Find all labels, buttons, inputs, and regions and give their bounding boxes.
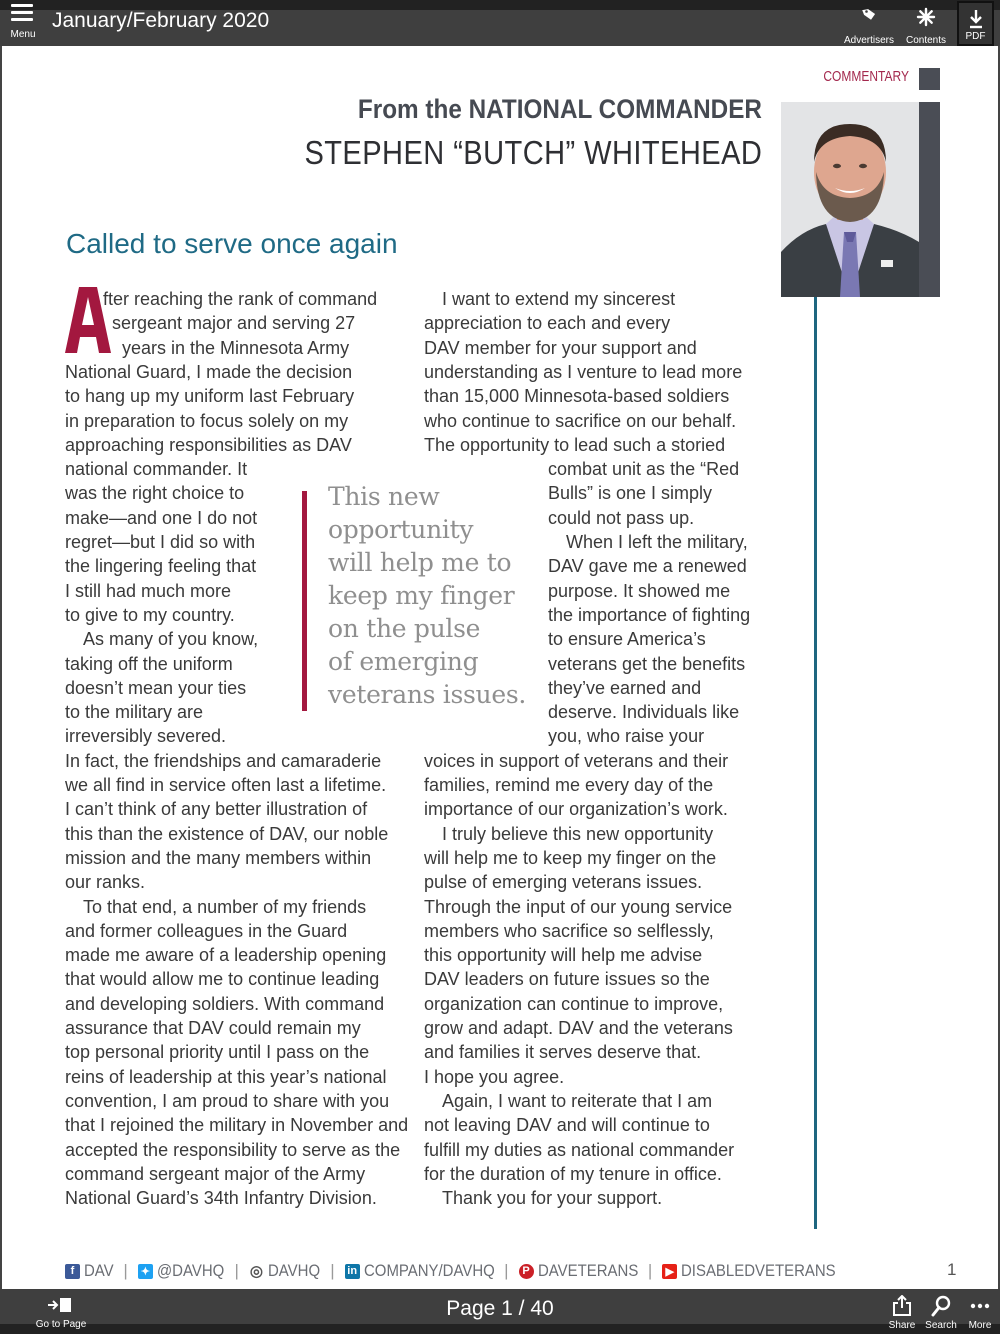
body-line: irreversibly severed. (65, 726, 227, 747)
instagram-icon: ◎ (249, 1263, 263, 1280)
body-line: DAV gave me a renewed (548, 556, 747, 577)
social-link[interactable] (138, 1261, 225, 1281)
body-line: When I left the military, (566, 532, 748, 552)
social-link[interactable] (519, 1261, 638, 1281)
body-line: organization can continue to improve, (424, 993, 724, 1014)
body-line: in preparation to focus solely on my (65, 410, 349, 431)
social-link[interactable] (345, 1261, 494, 1281)
hamburger-icon (11, 4, 33, 21)
body-line: make—and one I do not (65, 507, 258, 528)
body-line: The opportunity to lead such a storied (424, 434, 726, 455)
pull-quote-line: veterans issues. (328, 680, 527, 709)
body-line: the importance of fighting (548, 604, 751, 625)
body-line: made me aware of a leadership opening (65, 945, 387, 966)
social-label: DAV (84, 1261, 114, 1280)
body-line: and former colleagues in the Guard (65, 920, 348, 941)
body-line: to hang up my uniform last February (65, 386, 355, 407)
linkedin-icon: in (345, 1264, 360, 1279)
go-to-page-label: Go to Page (35, 1319, 87, 1330)
body-line: As many of you know, (83, 629, 259, 650)
body-line: National Guard’s 34th Infantry Division. (65, 1188, 377, 1209)
body-line: approaching responsibilities as DAV (65, 434, 352, 455)
youtube-icon: ▶ (662, 1264, 677, 1279)
social-separator: | (647, 1261, 653, 1280)
menu-button[interactable] (6, 4, 38, 48)
body-line: this opportunity will help me advise (424, 945, 703, 966)
body-line: I want to extend my sincerest (442, 289, 676, 309)
social-link[interactable] (249, 1261, 320, 1281)
pdf-label: PDF (965, 31, 986, 42)
body-line: Thank you for your support. (442, 1188, 663, 1209)
photo-side-bar (919, 102, 940, 297)
body-line: fulfill my duties as national commander (424, 1139, 735, 1160)
download-icon (967, 8, 985, 30)
pull-quote-line: keep my finger (328, 581, 515, 610)
body-line: DAV member for your support and (424, 337, 697, 358)
body-line: Bulls” is one I simply (548, 483, 713, 504)
pull-quote-bar (302, 491, 307, 711)
body-line: accepted the responsibility to serve as the (65, 1139, 401, 1160)
more-button[interactable] (960, 1293, 1000, 1333)
body-line: who continue to sacrifice on our behalf. (424, 410, 737, 431)
body-line: to ensure America’s (548, 629, 706, 650)
body-line: sergeant major and serving 27 (112, 313, 356, 334)
page-number: 1 (947, 1260, 957, 1279)
twitter-icon: ✦ (138, 1264, 153, 1279)
bottom-toolbar (0, 1289, 1000, 1334)
contents-label: Contents (905, 35, 947, 46)
share-label: Share (888, 1320, 916, 1331)
body-line: convention, I am proud to share with you (65, 1090, 390, 1111)
advertisers-label: Advertisers (843, 35, 894, 46)
body-line: this than the existence of DAV, our noble (65, 823, 389, 844)
social-separator: | (504, 1261, 509, 1280)
author-byline: STEPHEN “BUTCH” WHITEHEAD (304, 134, 762, 171)
body-line: voices in support of veterans and their (424, 750, 729, 771)
body-line: you, who raise your (548, 726, 705, 747)
social-separator: | (234, 1261, 239, 1280)
search-icon (930, 1295, 952, 1317)
body-line: combat unit as the “Red (548, 459, 740, 480)
body-line: pulse of emerging veterans issues. (424, 872, 703, 893)
body-line: Through the input of our young service (424, 896, 733, 917)
pull-quote-line: opportunity (328, 515, 474, 544)
article-headline: Called to serve once again (66, 228, 398, 259)
body-line: grow and adapt. DAV and the veterans (424, 1018, 733, 1038)
body-line: and families it serves deserve that. (424, 1042, 702, 1063)
body-line: we all find in service often last a lifetime. (65, 775, 387, 795)
body-line: To that end, a number of my friends (83, 896, 367, 917)
body-line: In fact, the friendships and camaraderie (65, 750, 382, 771)
body-line: veterans get the benefits (548, 653, 746, 674)
body-line: deserve. Individuals like (548, 702, 740, 723)
body-line: understanding as I venture to lead more (424, 361, 743, 382)
social-links (65, 1260, 836, 1282)
body-line: purpose. It showed me (548, 580, 731, 601)
body-line: importance of our organization’s work. (424, 799, 728, 820)
body-line: not leaving DAV and will continue to (424, 1115, 710, 1136)
more-icon (969, 1295, 991, 1317)
social-link[interactable] (65, 1261, 113, 1281)
body-line: Again, I want to reiterate that I am (442, 1090, 713, 1111)
body-line: I still had much more (65, 580, 232, 601)
social-label: DAVETERANS (537, 1261, 638, 1280)
body-line: regret—but I did so with (65, 532, 256, 552)
body-line: I truly believe this new opportunity (442, 823, 714, 844)
more-label: More (968, 1320, 992, 1331)
section-marker (919, 68, 940, 90)
body-line: families, remind me every day of the (424, 775, 714, 795)
author-photo (781, 102, 919, 297)
body-line: could not pass up. (548, 507, 695, 528)
article-kicker: From the NATIONAL COMMANDER (357, 94, 762, 124)
body-line: members who sacrifice so selflessly, (424, 920, 714, 941)
body-line: to give to my country. (65, 604, 235, 625)
contents-asterisk-icon (915, 6, 937, 28)
body-line: assurance that DAV could remain my (65, 1018, 361, 1038)
body-line: mission and the many members within (65, 847, 372, 868)
menu-label: Menu (10, 29, 36, 40)
issue-title: January/February 2020 (52, 9, 270, 32)
column-rule (814, 297, 817, 1229)
pull-quote-line: will help me to (328, 548, 512, 577)
body-line: years in the Minnesota Army (122, 337, 350, 358)
body-line: National Guard, I made the decision (65, 361, 353, 382)
magazine-page (0, 46, 1000, 1289)
body-line: they’ve earned and (548, 677, 702, 698)
social-separator: | (123, 1261, 128, 1280)
social-separator: | (330, 1261, 335, 1280)
section-label: COMMENTARY (823, 68, 909, 85)
body-line: than 15,000 Minnesota-based soldiers (424, 386, 730, 407)
social-label: DAVHQ (267, 1261, 321, 1280)
body-line: to the military are (65, 702, 204, 723)
body-line: will help me to keep my finger on the (424, 847, 717, 868)
body-line: and developing soldiers. With command (65, 993, 385, 1014)
body-line: was the right choice to (65, 483, 245, 504)
social-label: COMPANY/DAVHQ (363, 1261, 495, 1280)
body-line: reins of leadership at this year’s national (65, 1066, 387, 1087)
search-label: Search (925, 1320, 957, 1331)
social-label: @DAVHQ (156, 1261, 225, 1280)
body-line: for the duration of my tenure in office. (424, 1163, 722, 1184)
body-line: top personal priority until I pass on the (65, 1042, 370, 1063)
body-line: our ranks. (65, 872, 146, 893)
facebook-icon: f (65, 1264, 80, 1279)
body-line: that would allow me to continue leading (65, 969, 380, 990)
body-line: taking off the uniform (65, 653, 233, 674)
advertisers-button[interactable] (840, 4, 898, 46)
body-line: fter reaching the rank of command (103, 289, 378, 309)
body-line: DAV leaders on future issues so the (424, 969, 710, 990)
contents-button[interactable] (902, 4, 950, 46)
body-line: that I rejoined the military in November and (65, 1115, 409, 1136)
share-icon (892, 1295, 912, 1317)
body-line: I can’t think of any better illustration of (65, 799, 368, 820)
body-line: doesn’t mean your ties (65, 677, 247, 698)
page-indicator: Page 1 / 40 (446, 1297, 554, 1320)
social-link[interactable] (662, 1261, 835, 1281)
top-toolbar (0, 0, 1000, 46)
share-button[interactable] (882, 1293, 922, 1333)
body-line: national commander. It (65, 459, 248, 480)
pull-quote-line: of emerging (328, 647, 479, 676)
pinterest-icon: P (519, 1264, 534, 1279)
body-line: I hope you agree. (424, 1066, 565, 1087)
social-label: DISABLEDVETERANS (681, 1261, 836, 1280)
pull-quote-line: This new (328, 482, 440, 511)
body-line: command sergeant major of the Army (65, 1163, 366, 1184)
body-line: appreciation to each and every (424, 313, 671, 334)
tag-icon (861, 6, 877, 22)
body-line: the lingering feeling that (65, 556, 257, 577)
search-button[interactable] (921, 1293, 961, 1333)
pdf-download-button[interactable] (957, 1, 994, 46)
pull-quote-line: on the pulse (328, 614, 481, 643)
